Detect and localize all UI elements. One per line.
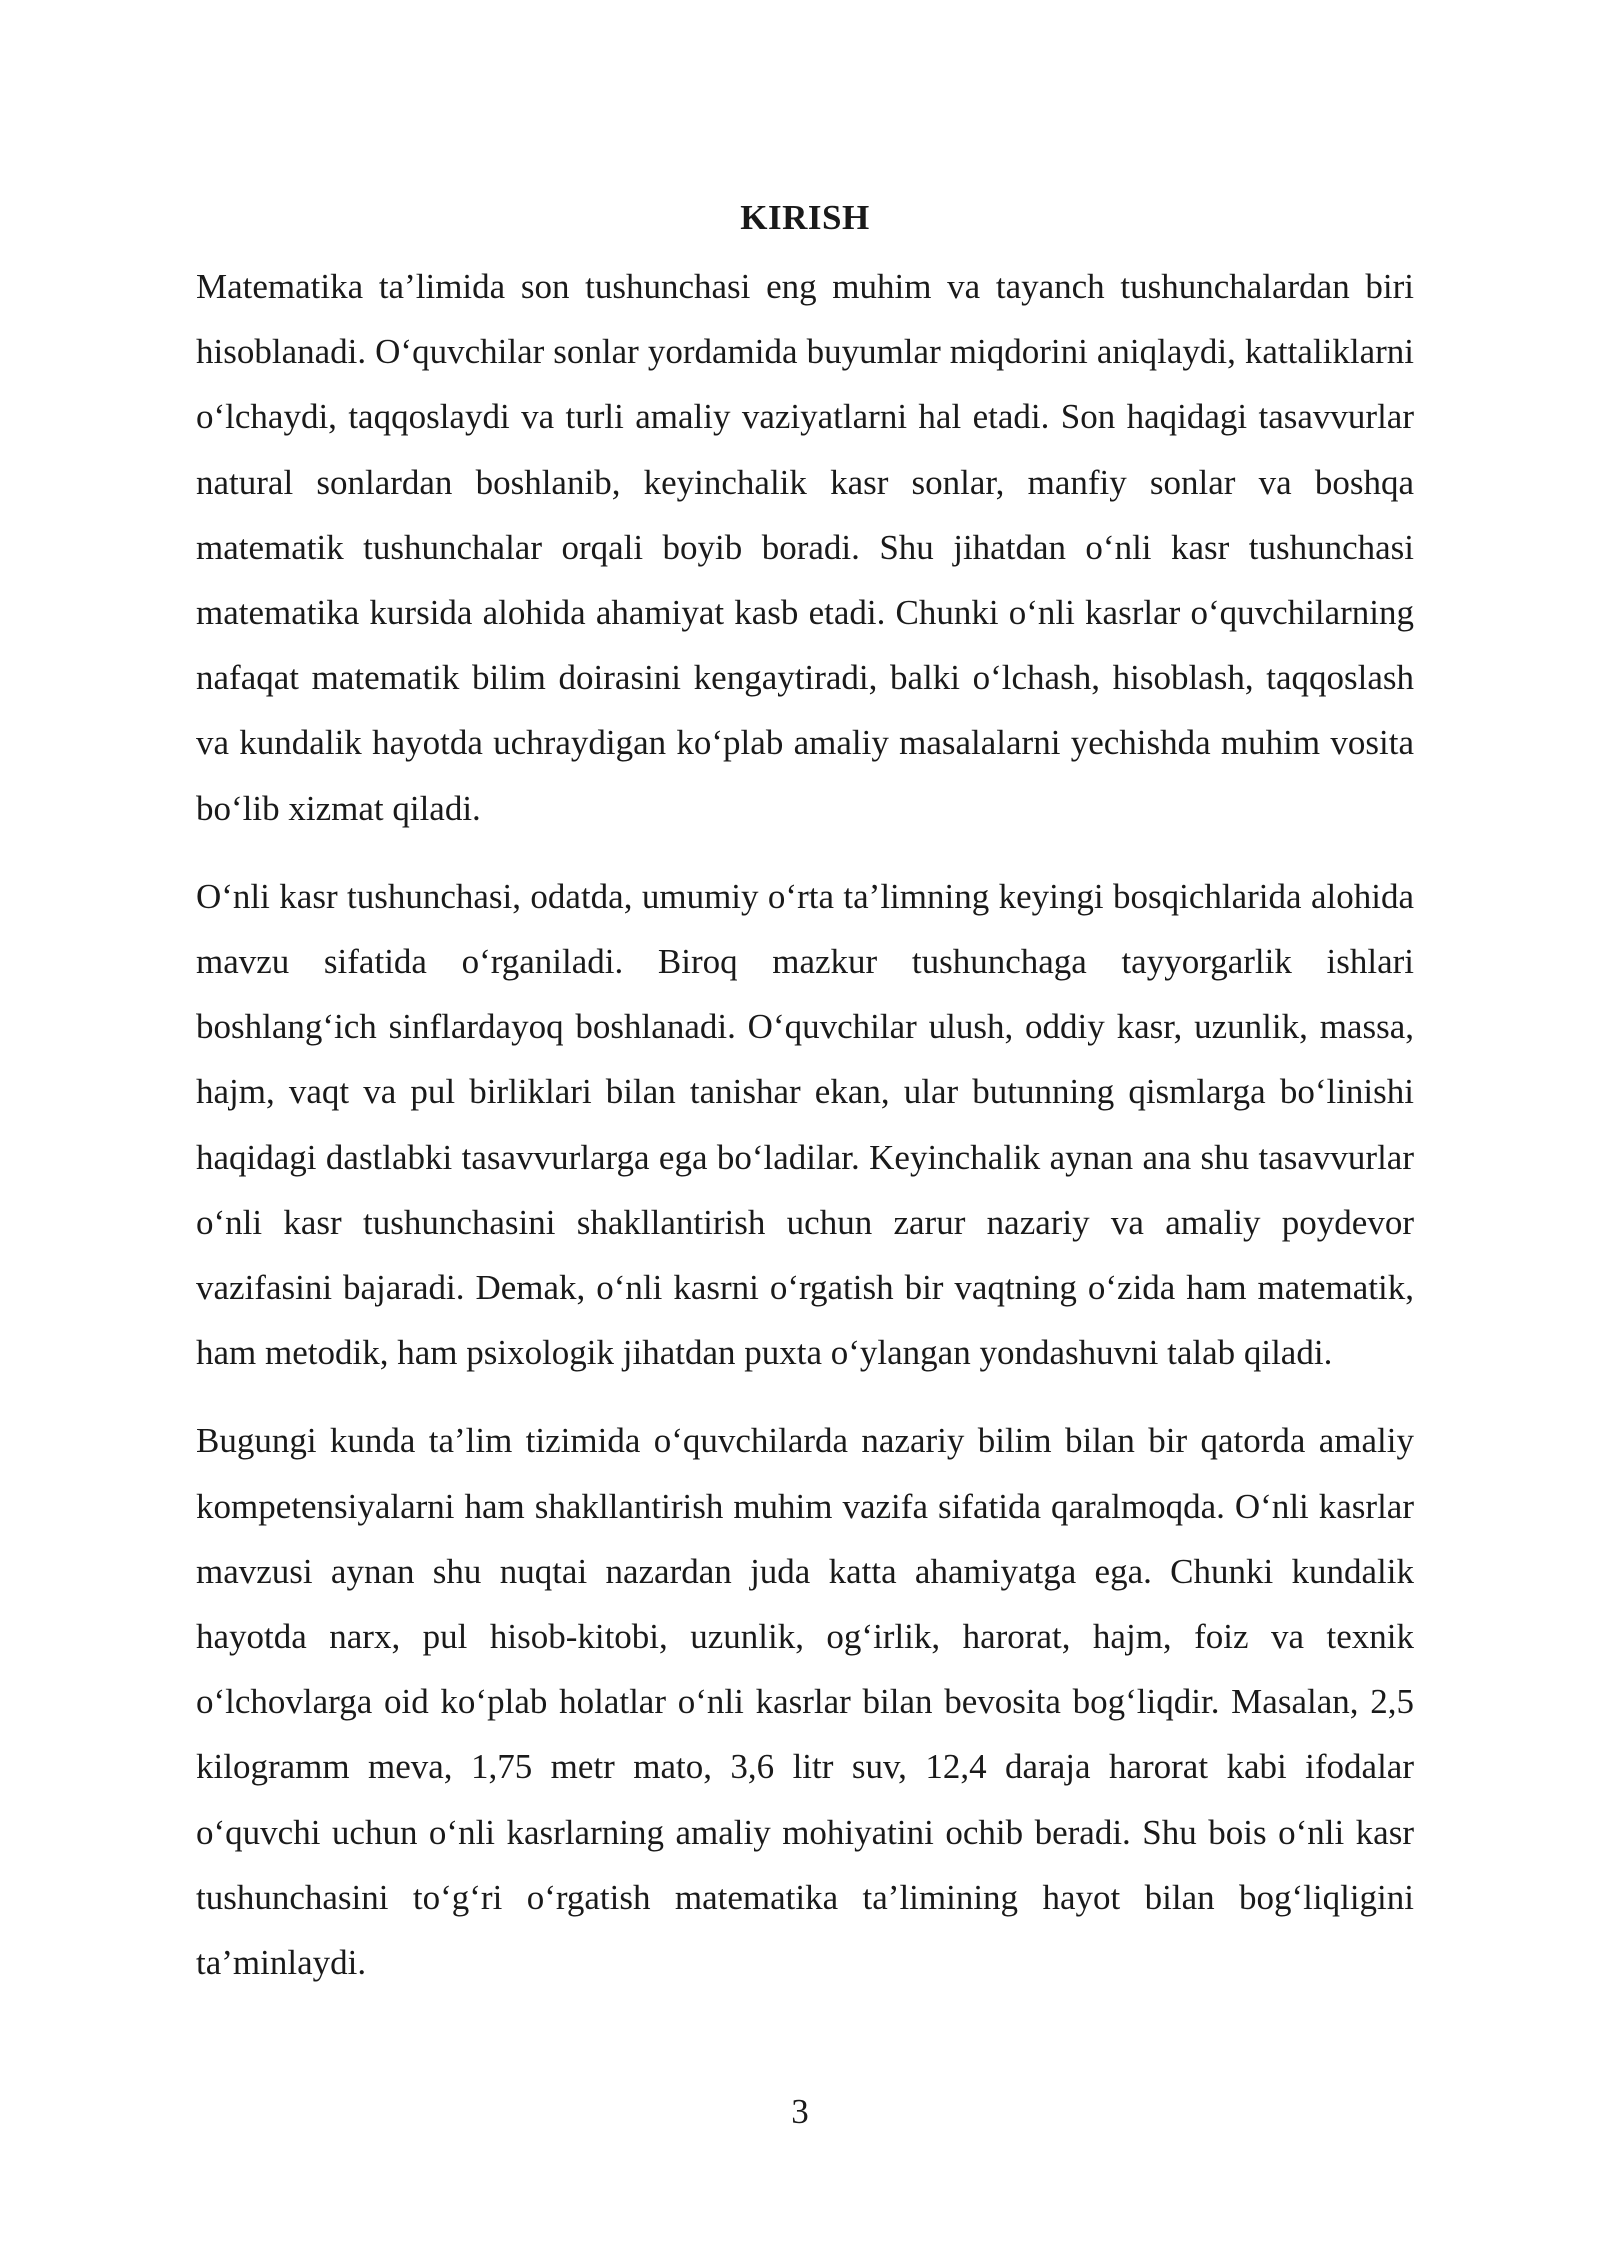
paragraph-2: O‘nli kasr tushunchasi, odatda, umumiy o‘rta ta’limning keyingi bosqichlarida alohida mavzu sifatida o‘rganiladi. Biroq mazkur tushunchaga tayyorgarlik ishlari boshlang‘ich sinflardayoq boshlanadi. O‘quvchilar ulush, oddiy kasr, uzunlik, massa, hajm, vaqt va pul birliklari bilan tanishar ekan, ular butunning qismlarga bo‘linishi haqidagi dastlabki tasavvurlarga ega bo‘ladilar. Keyinchalik aynan ana shu tasavvurlar o‘nli kasr tushunchasini shakllantirish uchun zarur nazariy va amaliy poydevor vazifasini bajaradi. Demak, o‘nli kasrni o‘rgatish bir vaqtning o‘zida ham matematik, ham metodik, ham psixologik jihatdan puxta o‘ylangan yondashuvni talab qiladi. xyxy=(196,876,1414,1373)
paragraph-1: Matematika ta’limida son tushunchasi eng muhim va tayanch tushunchalardan biri hisoblanadi. O‘quvchilar sonlar yordamida buyumlar miqdorini aniqlaydi, kattaliklarni o‘lchaydi, taqqoslaydi va turli amaliy vaziyatlarni hal etadi. Son haqidagi tasavvurlar natural sonlardan boshlanib, keyinchalik kasr sonlar, manfiy sonlar va boshqa matematik tushunchalar orqali boyib boradi. Shu jihatdan o‘nli kasr tushunchasi matematika kursida alohida ahamiyat kasb etadi. Chunki o‘nli kasrlar o‘quvchilarning nafaqat matematik bilim doirasini kengaytiradi, balki o‘lchash, hisoblash, taqqoslash va kundalik hayotda uchraydigan ko‘plab amaliy masalalarni yechishda muhim vosita bo‘lib xizmat qiladi. xyxy=(196,267,1414,828)
section-title: KIRISH xyxy=(740,198,870,237)
page-content xyxy=(196,190,1414,2018)
page-number: 3 xyxy=(791,2092,809,2131)
paragraph-3: Bugungi kunda ta’lim tizimida o‘quvchilarda nazariy bilim bilan bir qatorda amaliy kompetensiyalarni ham shakllantirish muhim vazifa sifatida qaralmoqda. O‘nli kasrlar mavzusi aynan shu nuqtai nazardan juda katta ahamiyatga ega. Chunki kundalik hayotda narx, pul hisob-kitobi, uzunlik, og‘irlik, harorat, hajm, foiz va texnik o‘lchovlarga oid ko‘plab holatlar o‘nli kasrlar bilan bevosita bog‘liqdir. Masalan, 2,5 kilogramm meva, 1,75 metr mato, 3,6 litr suv, 12,4 daraja harorat kabi ifodalar o‘quvchi uchun o‘nli kasrlarning amaliy mohiyatini ochib beradi. Shu bois o‘nli kasr tushunchasini to‘g‘ri o‘rgatish matematika ta’limining hayot bilan bog‘liqligini ta’minlaydi. xyxy=(196,1421,1414,1983)
